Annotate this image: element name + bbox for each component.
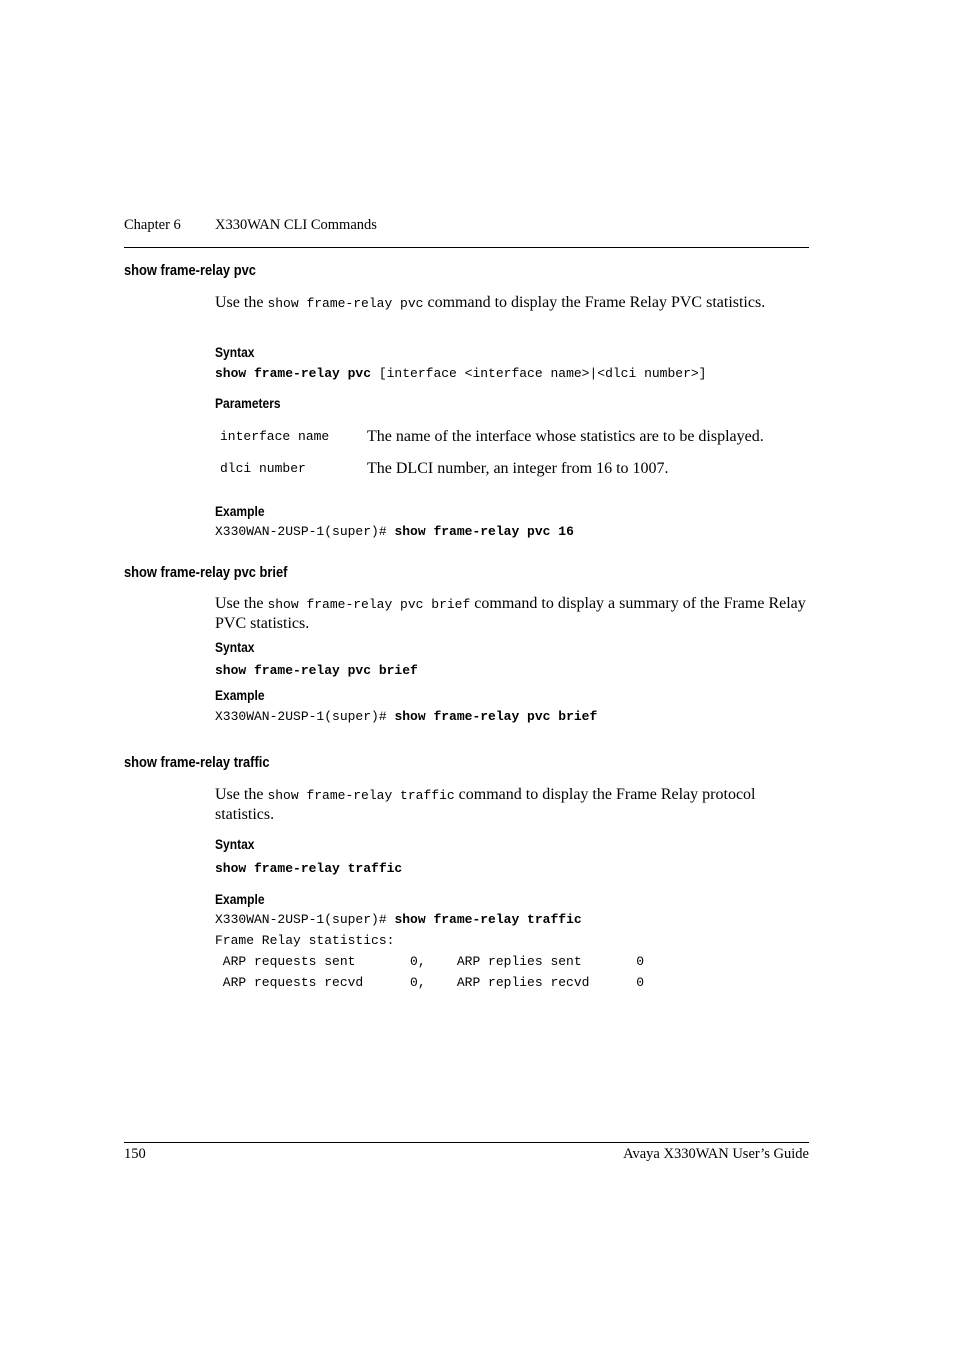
inline-command: show frame-relay pvc brief	[267, 597, 471, 612]
example-line: X330WAN-2USP-1(super)# show frame-relay pvc 16	[215, 524, 574, 539]
section-intro: Use the show frame-relay pvc brief command to display a summary of the Frame Relay PVC statistics.	[215, 595, 806, 632]
param-name: interface name	[220, 429, 330, 444]
header-chapter-title: X330WAN CLI Commands	[215, 217, 377, 233]
section-title: show frame-relay traffic	[124, 754, 270, 771]
output-line: Frame Relay statistics:	[215, 933, 395, 948]
section-intro: Use the show frame-relay traffic command to display the Frame Relay protocol statistics.	[215, 786, 756, 823]
param-name: dlci number	[220, 461, 306, 476]
section-title: show frame-relay pvc	[124, 262, 256, 279]
inline-command: show frame-relay pvc	[267, 296, 424, 311]
output-line: ARP requests sent 0, ARP replies sent 0	[215, 954, 645, 969]
section-title: show frame-relay pvc brief	[124, 564, 288, 581]
syntax-label: Syntax	[215, 836, 255, 852]
inline-command: show frame-relay traffic	[267, 788, 455, 803]
output-line: ARP requests recvd 0, ARP replies recvd 0	[215, 975, 645, 990]
footer-page-number: 150	[124, 1146, 146, 1162]
example-line: X330WAN-2USP-1(super)# show frame-relay pvc brief	[215, 709, 598, 724]
syntax-line: show frame-relay pvc brief	[215, 663, 418, 678]
example-label: Example	[215, 503, 265, 519]
example-line: X330WAN-2USP-1(super)# show frame-relay traffic	[215, 912, 582, 927]
syntax-line: show frame-relay pvc [interface <interface name>|<dlci number>]	[215, 366, 707, 381]
example-label: Example	[215, 891, 265, 907]
header-chapter: Chapter 6	[124, 217, 181, 233]
footer-book-title: Avaya X330WAN User’s Guide	[623, 1146, 809, 1162]
syntax-line: show frame-relay traffic	[215, 861, 403, 876]
parameters-label: Parameters	[215, 395, 281, 411]
syntax-label: Syntax	[215, 344, 255, 360]
example-label: Example	[215, 687, 265, 703]
section-intro: Use the show frame-relay pvc command to display the Frame Relay PVC statistics.	[215, 294, 766, 311]
syntax-label: Syntax	[215, 639, 255, 655]
footer-rule	[124, 1142, 809, 1143]
param-desc: The DLCI number, an integer from 16 to 1007.	[367, 460, 669, 477]
param-desc: The name of the interface whose statistics are to be displayed.	[367, 428, 764, 445]
header-rule	[124, 247, 809, 248]
